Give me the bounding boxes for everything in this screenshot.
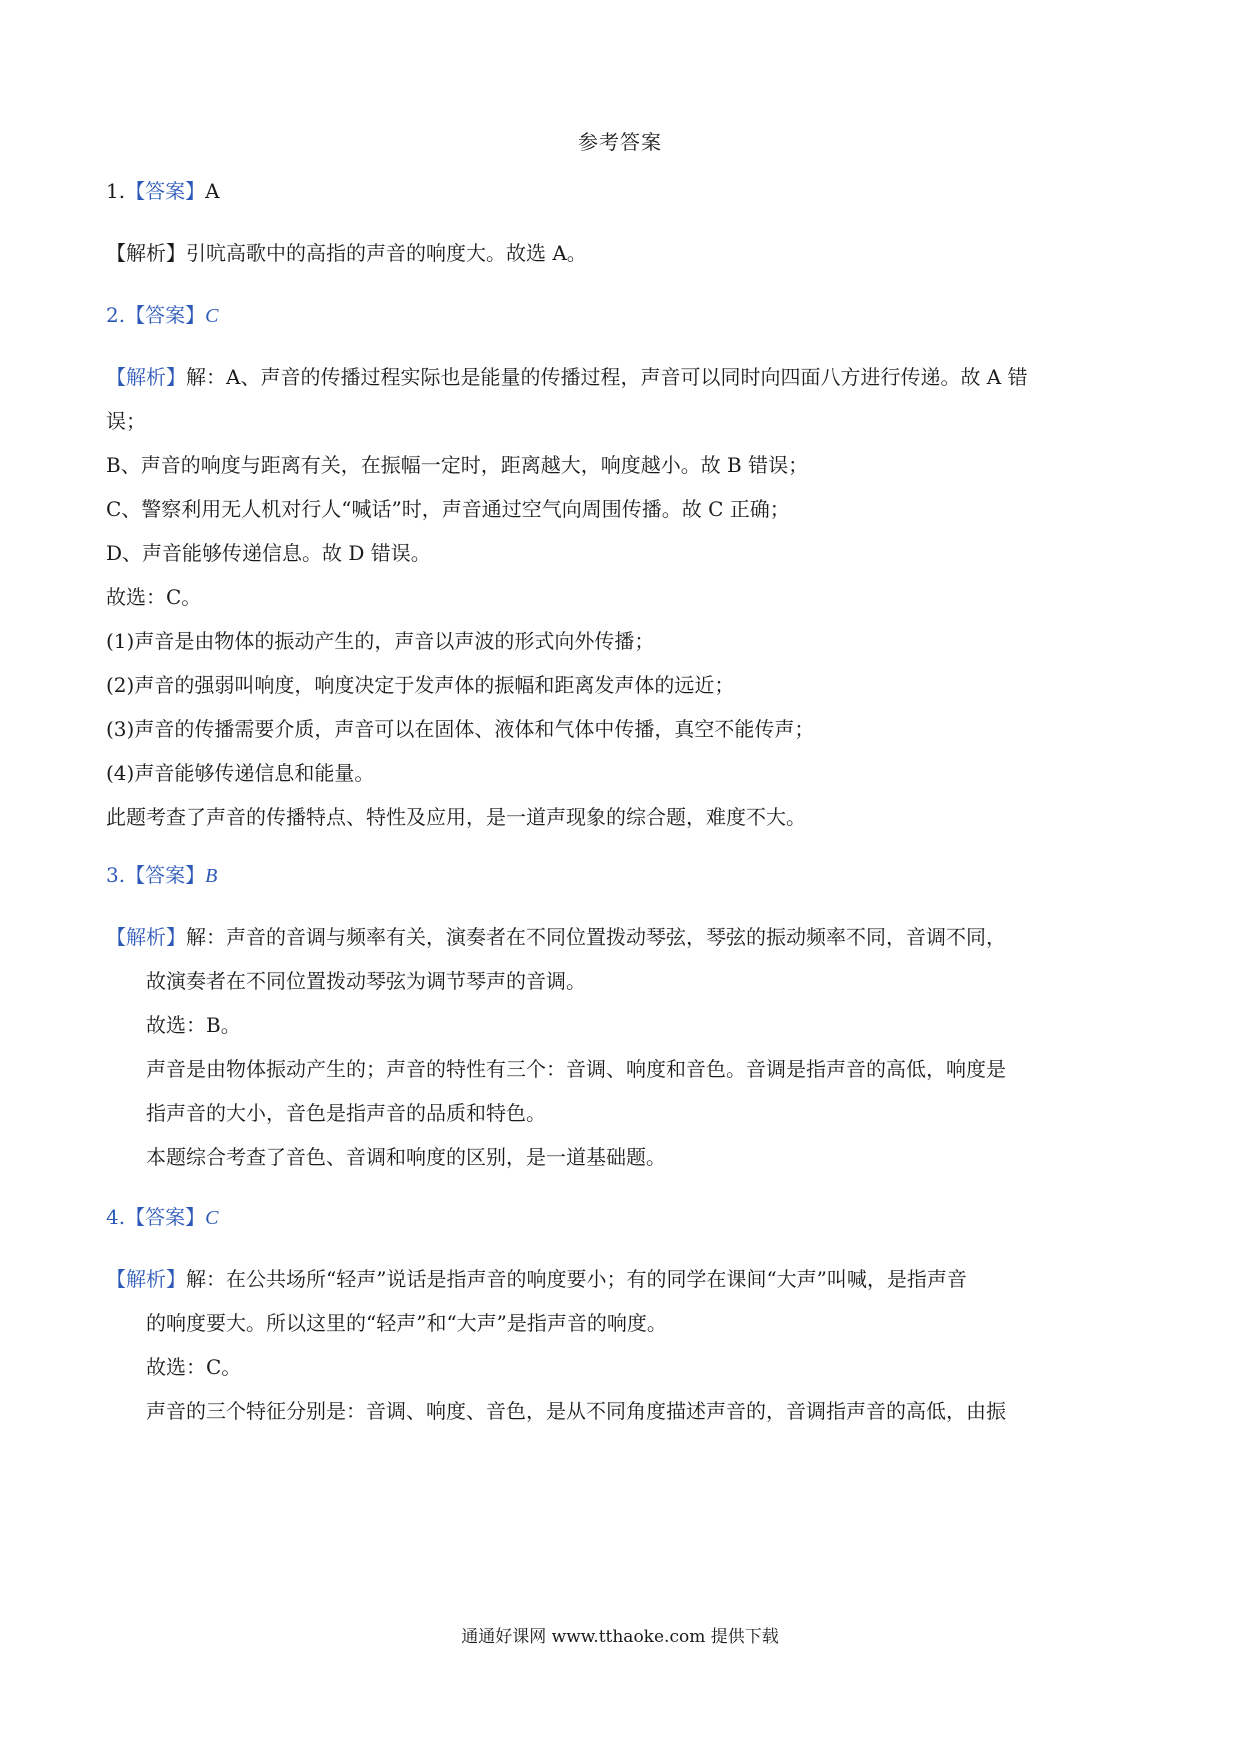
q2-answer-value: C	[205, 305, 219, 327]
q4-analysis-line	[106, 1264, 967, 1294]
q2-text-line: 误；	[106, 409, 146, 433]
q2-text-line: 此题考查了声音的传播特点、特性及应用，是一道声现象的综合题，难度不大。	[106, 805, 806, 829]
q3-answer-line	[106, 860, 217, 891]
q4-answer-line	[106, 1202, 218, 1233]
q2-text-line: (4)声音能够传递信息和能量。	[106, 761, 375, 785]
q1-answer-label: 【答案】	[125, 179, 206, 203]
q3-analysis-label: 【解析】	[106, 925, 186, 949]
q2-text-line: (2)声音的强弱叫响度，响度决定于发声体的振幅和距离发声体的远近；	[106, 673, 735, 697]
q1-answer-line	[106, 176, 220, 206]
q1-analysis-line	[106, 238, 587, 268]
q4-text-line: 声音的三个特征分别是：音调、响度、音色，是从不同角度描述声音的，音调指声音的高低，由振	[146, 1399, 1006, 1423]
q3-answer-value: B	[205, 865, 218, 887]
q3-text-line: 本题综合考查了音色、音调和响度的区别，是一道基础题。	[146, 1145, 666, 1169]
q4-number: 4.	[106, 1205, 126, 1229]
q3-analysis-line	[106, 922, 1006, 952]
page-footer: 通通好课网 www.tthaoke.com 提供下载	[461, 1627, 779, 1647]
q4-text-line: 解：在公共场所“轻声”说话是指声音的响度要小；有的同学在课间“大声”叫喊，是指声音	[186, 1267, 967, 1291]
q1-analysis-label: 【解析】	[106, 241, 186, 265]
q4-answer-label: 【答案】	[125, 1205, 206, 1229]
q2-analysis-label: 【解析】	[106, 365, 186, 389]
q2-text-line: B、声音的响度与距离有关，在振幅一定时，距离越大，响度越小。故 B 错误；	[106, 453, 809, 477]
q1-answer-value: A	[205, 179, 220, 203]
q2-text-line: C、警察利用无人机对行人“喊话”时，声音通过空气向周围传播。故 C 正确；	[106, 497, 790, 521]
q2-answer-line	[106, 300, 218, 331]
q3-text-line: 解：声音的音调与频率有关，演奏者在不同位置拨动琴弦，琴弦的振动频率不同，音调不同，	[186, 925, 1006, 949]
page-title: 参考答案	[578, 130, 662, 154]
q2-text-line: (3)声音的传播需要介质，声音可以在固体、液体和气体中传播，真空不能传声；	[106, 717, 815, 741]
q2-analysis-line	[106, 362, 1028, 392]
q3-text-line: 故演奏者在不同位置拨动琴弦为调节琴声的音调。	[146, 969, 586, 993]
q2-text-line: 解：A、声音的传播过程实际也是能量的传播过程，声音可以同时向四面八方进行传递。故 A 错	[186, 365, 1028, 389]
q3-text-line: 声音是由物体振动产生的；声音的特性有三个：音调、响度和音色。音调是指声音的高低，响度是	[146, 1057, 1006, 1081]
q1-analysis-text: 引吭高歌中的高指的声音的响度大。故选 A。	[186, 241, 587, 265]
q4-text-line: 的响度要大。所以这里的“轻声”和“大声”是指声音的响度。	[146, 1311, 667, 1335]
q2-text-line: 故选：C。	[106, 585, 202, 609]
q4-analysis-label: 【解析】	[106, 1267, 186, 1291]
q4-text-line: 故选：C。	[146, 1355, 242, 1379]
q2-text-line: D、声音能够传递信息。故 D 错误。	[106, 541, 431, 565]
q3-number: 3.	[106, 863, 126, 887]
q2-answer-label: 【答案】	[125, 303, 206, 327]
q4-answer-value: C	[205, 1207, 219, 1229]
q3-text-line: 指声音的大小，音色是指声音的品质和特色。	[146, 1101, 546, 1125]
q3-answer-label: 【答案】	[125, 863, 206, 887]
q1-number: 1.	[106, 179, 126, 203]
q3-text-line: 故选：B。	[146, 1013, 241, 1037]
q2-text-line: (1)声音是由物体的振动产生的，声音以声波的形式向外传播；	[106, 629, 655, 653]
q2-number: 2.	[106, 303, 126, 327]
